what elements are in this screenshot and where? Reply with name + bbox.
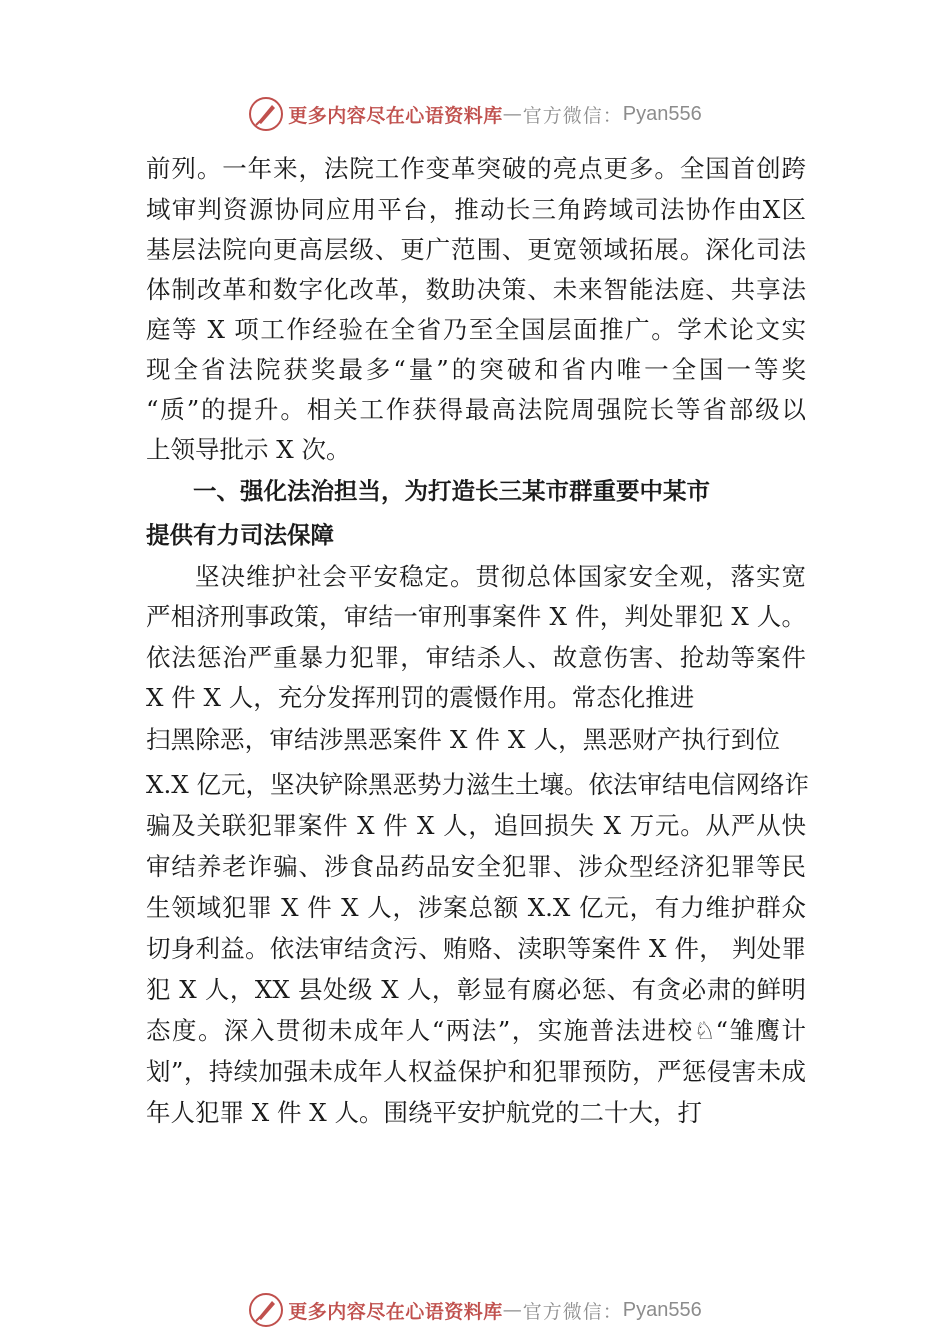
paragraph-2-line: 生领域犯罪 X 件 X 人，涉案总额 X.X 亿元，有力维护群众 [146, 893, 806, 922]
paragraph-2-line: 切身利益。依法审结贪污、贿赂、渎职等案件 X 件， 判处罪 [146, 934, 806, 963]
paragraph-1-line: 现全省法院获奖最多“量”的突破和省内唯一全国一等奖 [146, 355, 806, 384]
banner-wechat-label: 官方微信： [522, 104, 623, 127]
banner-site-text: 更多内容尽在心语资料库 [288, 1300, 503, 1323]
paragraph-2-line: 划”，持续加强未成年人权益保护和犯罪预防，严惩侵害未成 [146, 1057, 806, 1086]
paragraph-2-line: 依法惩治严重暴力犯罪，审结杀人、故意伤害、抢劫等案件 [146, 643, 806, 672]
paragraph-1-line: 基层法院向更高层级、更广范围、更宽领域拓展。深化司法 [146, 235, 806, 264]
section-heading: 一、强化法治担当，为打造长三某市群重要中某市 [193, 477, 710, 505]
paragraph-1-line: “质”的提升。相关工作获得最高法院周强院长等省部级以 [146, 395, 806, 424]
paragraph-2-line: 年人犯罪 X 件 X 人。围绕平安护航党的二十大，打 [146, 1098, 703, 1127]
paragraph-1-line: 前列。一年来，法院工作变革突破的亮点更多。全国首创跨 [146, 154, 806, 183]
paragraph-2-line: 骗及关联犯罪案件 X 件 X 人，追回损失 X 万元。从严从快 [146, 811, 806, 840]
banner-site-text: 更多内容尽在心语资料库 [288, 104, 503, 127]
paragraph-2-line: X.X 亿元，坚决铲除黑恶势力滋生土壤。依法审结电信网络诈 [146, 770, 809, 799]
quill-pen-logo-icon [248, 96, 284, 132]
banner-dash: — [502, 103, 523, 125]
banner-wechat-id: Pyan556 [622, 1298, 702, 1321]
footer-banner [0, 1290, 950, 1330]
section-heading-continuation: 提供有力司法保障 [146, 521, 334, 549]
banner-dash: — [502, 1299, 523, 1321]
header-banner [0, 94, 950, 134]
paragraph-1-line: 庭等 X 项工作经验在全省乃至全国层面推广。学术论文实 [146, 315, 806, 344]
paragraph-2-line: 犯 X 人，XX 县处级 X 人，彰显有腐必惩、有贪必肃的鲜明 [146, 975, 806, 1004]
paragraph-1-line: 体制改革和数字化改革，数助决策、未来智能法庭、共享法 [146, 275, 806, 304]
paragraph-1-line: 上领导批示 X 次。 [146, 435, 351, 464]
banner-wechat-label: 官方微信： [522, 1300, 623, 1323]
banner-wechat-id: Pyan556 [622, 102, 702, 125]
paragraph-2-line: 扫黑除恶，审结涉黑恶案件 X 件 X 人，黑恶财产执行到位 [146, 725, 780, 754]
paragraph-1-line: 域审判资源协同应用平台，推动长三角跨域司法协作由X区 [146, 195, 806, 224]
paragraph-2-line: 审结养老诈骗、涉食品药品安全犯罪、涉众型经济犯罪等民 [146, 852, 806, 881]
paragraph-2-line: 态度。深入贯彻未成年人“两法”，实施普法进校♘“雏鹰计 [146, 1016, 806, 1045]
paragraph-2-line: 严相济刑事政策，审结一审刑事案件 X 件，判处罪犯 X 人。 [146, 602, 806, 631]
paragraph-2-line: X 件 X 人，充分发挥刑罚的震慑作用。常态化推进 [146, 683, 695, 712]
quill-pen-logo-icon [248, 1292, 284, 1328]
paragraph-2-line: 坚决维护社会平安稳定。贯彻总体国家安全观，落实宽 [195, 562, 806, 591]
